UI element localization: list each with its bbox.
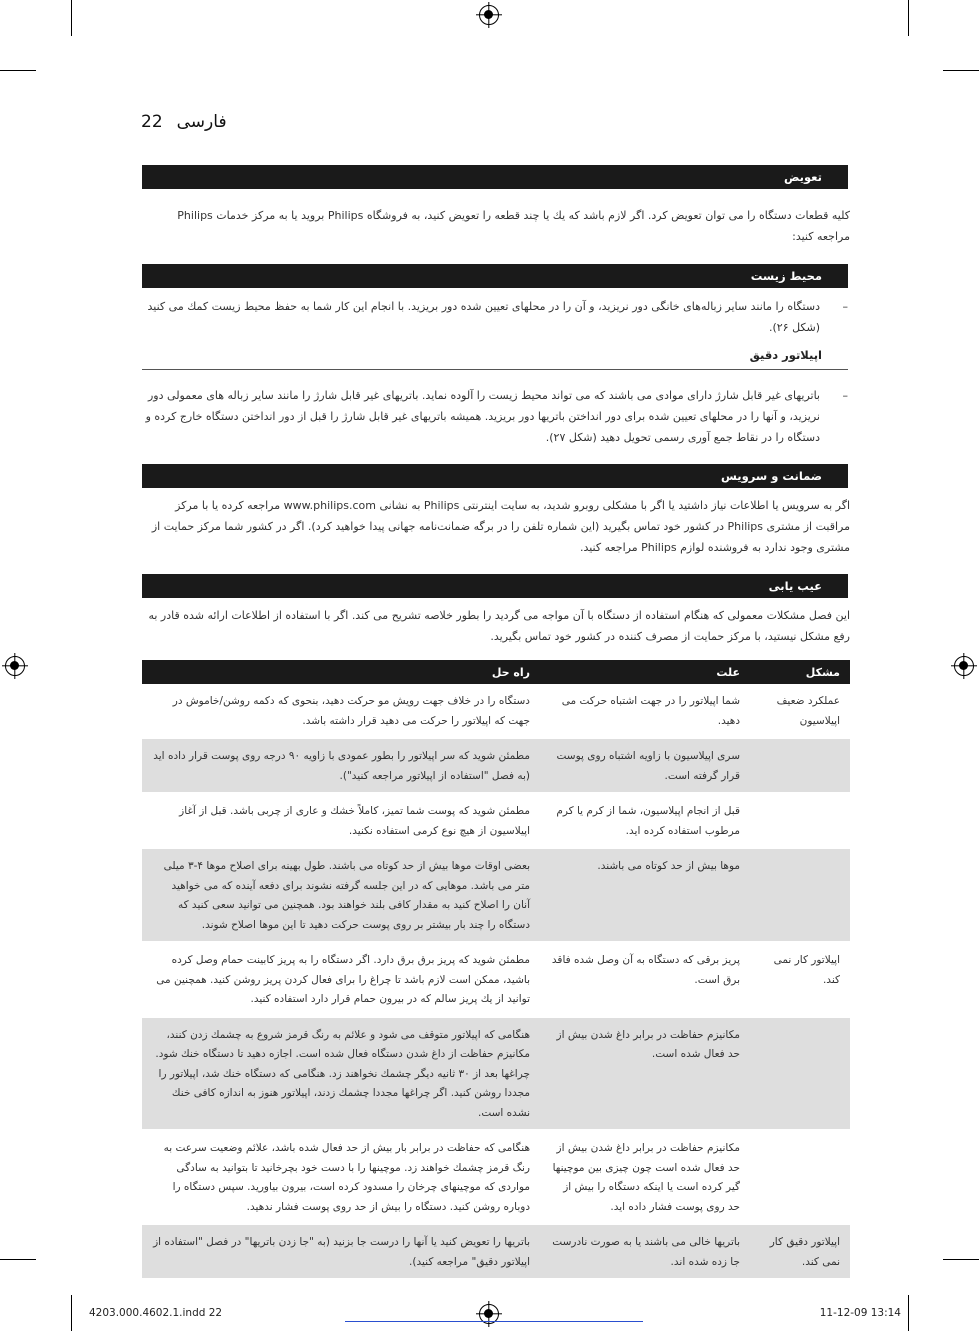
page-number: 22 <box>141 112 163 132</box>
battery-bullet-text: باتریهای غیر قابل شارژ دارای موادی می باشند كه می تواند محیط زیست را آلوده نماید. باتریهای غیر قابل شارژ را مانند سایر زباله های معمولی دور نریزید، و آنها را در محلهای تعیین شده برای دور انداختن باتریها دور بریزید. همیشه باتریهای غیر قابل شارژ را قبل از دور انداختن دستگاه خارج كرده و دستگاه را در نقاط جمع آوری رسمی تحویل دهید (شكل ۲۷). <box>145 389 820 444</box>
table-row: موها بیش از حد كوتاه می باشند. بعضی اوقات موها بیش از حد كوتاه می باشند. طول بهینه برای اصلاح موها ۴-۳ میلی متر می باشد. موهایی كه در این جلسه گرفته نشوند برای دفعه آینده كه می خواهید آنان را اصلاح كنید به مقدار كافی بلند خواهند بود. همچنین می توانید سعی كنید كه دستگاه را چند بار بیشتر بر روی پوست حركت دهید تا این موها اصلاح شوند. <box>142 848 850 942</box>
table-row: عملكرد ضعیف اپیلاسیون شما اپیلاتور را در جهت اشتباه حركت می دهید. دستگاه را در خلاف جهت رویش مو حركت دهید، بنحوی كه دكمه روشن/خاموش در جهت كه اپیلاتور را حركت می دهید قرار داشته باشد. <box>142 684 850 738</box>
column-header-problem: مشكل <box>750 660 850 684</box>
divider <box>345 1321 643 1322</box>
troubleshooting-table <box>142 660 850 1278</box>
page-title <box>141 112 227 132</box>
crop-mark <box>71 0 72 36</box>
crop-mark <box>71 1295 72 1331</box>
environment-bullet: – دستگاه را مانند سایر زباله‌های خانگی دور نریزید، و آن را در محلهای تعیین شده دور بریزید. با انجام این كار شما به حفظ محیط زیست كمك می كنید (شكل ۲۶). <box>142 296 848 338</box>
registration-mark-icon <box>5 656 25 676</box>
environment-bullet-text: دستگاه را مانند سایر زباله‌های خانگی دور نریزید، و آن را در محلهای تعیین شده دور بریزید. با انجام این كار شما به حفظ محیط زیست كمك می كنید (شكل ۲۶). <box>147 300 820 334</box>
crop-mark <box>943 70 979 71</box>
battery-bullet: – باتریهای غیر قابل شارژ دارای موادی می باشند كه می تواند محیط زیست را آلوده نماید. باتریهای غیر قابل شارژ را مانند سایر زباله های معمولی دور نریزید، و آنها را در محلهای تعیین شده برای دور انداختن باتریها دور بریزید. همیشه باتریهای غیر قابل شارژ را قبل از دور انداختن دستگاه خارج كرده و دستگاه را در نقاط جمع آوری رسمی تحویل دهید (شكل ۲۷). <box>142 385 848 448</box>
table-row: اپیلاتور كار نمی كند. پریز برقی كه دستگاه به آن وصل شده فاقد برق است. مطمئن شوید كه پریز برق برق دارد. اگر دستگاه را به پریز كابینت حمام وصل كرده باشید، ممكن است لازم باشد تا چراغ را برای فعال كردن پریز روشن كنید. همچنین می توانید از یك پریز سالم كه در بیرون حمام قرار دارد استفاده كنید. <box>142 942 850 1017</box>
crop-mark <box>943 1259 979 1260</box>
footer-filename: 4203.000.4602.1.indd 22 <box>89 1307 223 1319</box>
crop-mark <box>908 0 909 36</box>
crop-mark <box>0 1259 36 1260</box>
precision-epilator-subheading: اپیلاتور دقیق <box>749 348 822 362</box>
page-language: فارسی <box>176 112 227 132</box>
registration-mark-icon <box>479 5 499 25</box>
troubleshooting-paragraph: این فصل مشكلات معمولی كه هنگام استفاده از دستگاه با آن مواجه می گردید را بطور خلاصه تشریح می كند. اگر با استفاده از اطلاعات ارائه شده قادر به رفع مشكل نیستید، با مركز حمایت از مصرف كننده در كشور خود تماس بگیرید. <box>148 609 850 643</box>
crop-mark <box>0 70 36 71</box>
table-row: اپیلاتور دقیق كار نمی كند. باتریها خالی می باشند یا به صورت نادرست جا زده شده اند. باتریها را تعویض كنید یا آنها را درست جا بزنید (به "جا زدن باتریها" در فصل "استفاده از اپیلاتور دقیق" مراجعه كنید). <box>142 1224 850 1278</box>
column-header-solution: راه حل <box>142 660 540 684</box>
table-row: قبل از انجام اپیلاسیون، شما از كرم یا كرم مرطوب استفاده كرده اید. مطمئن شوید كه پوست شما تمیز، كاملاً خشك و عاری از چربی باشد. قبل از آغاز اپیلاسیون از هیچ نوع كرمی استفاده نكنید. <box>142 793 850 848</box>
section-header-environment: محیط زیست <box>142 264 848 288</box>
table-row: مكانیزم حفاظت در برابر داغ شدن بیش از حد فعال شده است. هنگامی كه اپیلاتور متوقف می شود و علائم به رنگ قرمز شروع به چشمك زدن كنند، مكانیزم حفاظت از داغ شدن دستگاه فعال شده است. اجازه دهید تا دستگاه خنك شود. چراغها بعد از ۳۰ ثانیه دیگر چشمك نخواهند زد. هنگامی كه دستگاه خنك شد، اپیلاتور را مجددا روشن كنید. اگر چراغها مجددا چشمك زدند، اپیلاتور هنوز به اندازه كافی خنك نشده است. <box>142 1017 850 1131</box>
warranty-paragraph: اگر به سرویس یا اطلاعات نیاز داشتید یا اگر با مشكلی روبرو شدید، به سایت اینترنتی Philips به نشانی www.philips.com مراجعه كرده یا با مركز مراقبت از مشتری Philips در كشور خود تماس بگیرید (این شماره تلفن را در برگه ضمانت‌نامه جهانی پیدا خواهید كرد). اگر در كشور شما مركز حمایت از مشتری وجود ندارد به فروشنده لوازم Philips مراجعه كنید. <box>151 499 850 554</box>
registration-mark-icon <box>954 656 974 676</box>
crop-mark <box>908 1295 909 1331</box>
repair-paragraph: كلیه قطعات دستگاه را می توان تعویض كرد. اگر لازم باشد كه یك یا چند قطعه را تعویض كنید، به فروشگاه Philips بروید یا به مركز خدمات Philips مراجعه كنید: <box>177 209 850 243</box>
column-header-cause: علت <box>540 660 750 684</box>
table-row: مكانیزم حفاظت در برابر داغ شدن بیش از حد فعال شده است چون چیزی بین موچینها گیر كرده است یا اینكه دستگاه را بیش از حد روی پوست فشار داده اید. هنگامی كه حفاظت در برابر بار بیش از حد فعال شده باشد، علائم وضعیت سرعت به رنگ قرمز چشمك خواهند زد. موچینها را با دست خود بچرخانید تا بتوانید به سادگی مواردی كه موچینهای چرخان را مسدود كرده است، بیرون بیاورید. سپس دستگاه را دوباره روشن كنید. دستگاه را بیش از حد روی پوست فشار ندهید. <box>142 1130 850 1224</box>
footer-datetime: 11-12-09 13:14 <box>819 1307 901 1319</box>
table-row: سری اپیلاسیون با زاویه اشتباه روی پوست قرار گرفته است. مطمئن شوید كه سر اپیلاتور را بطور عمودی با زاویه ۹۰ درجه روی پوست قرار داده اید (به فصل "استفاده از اپیلاتور مراجعه كنید"). <box>142 738 850 793</box>
section-header-troubleshooting: عیب یابی <box>142 574 848 598</box>
section-header-warranty: ضمانت و سرویس <box>142 464 848 488</box>
divider <box>142 369 848 370</box>
section-header-repair: تعویض <box>142 165 848 189</box>
